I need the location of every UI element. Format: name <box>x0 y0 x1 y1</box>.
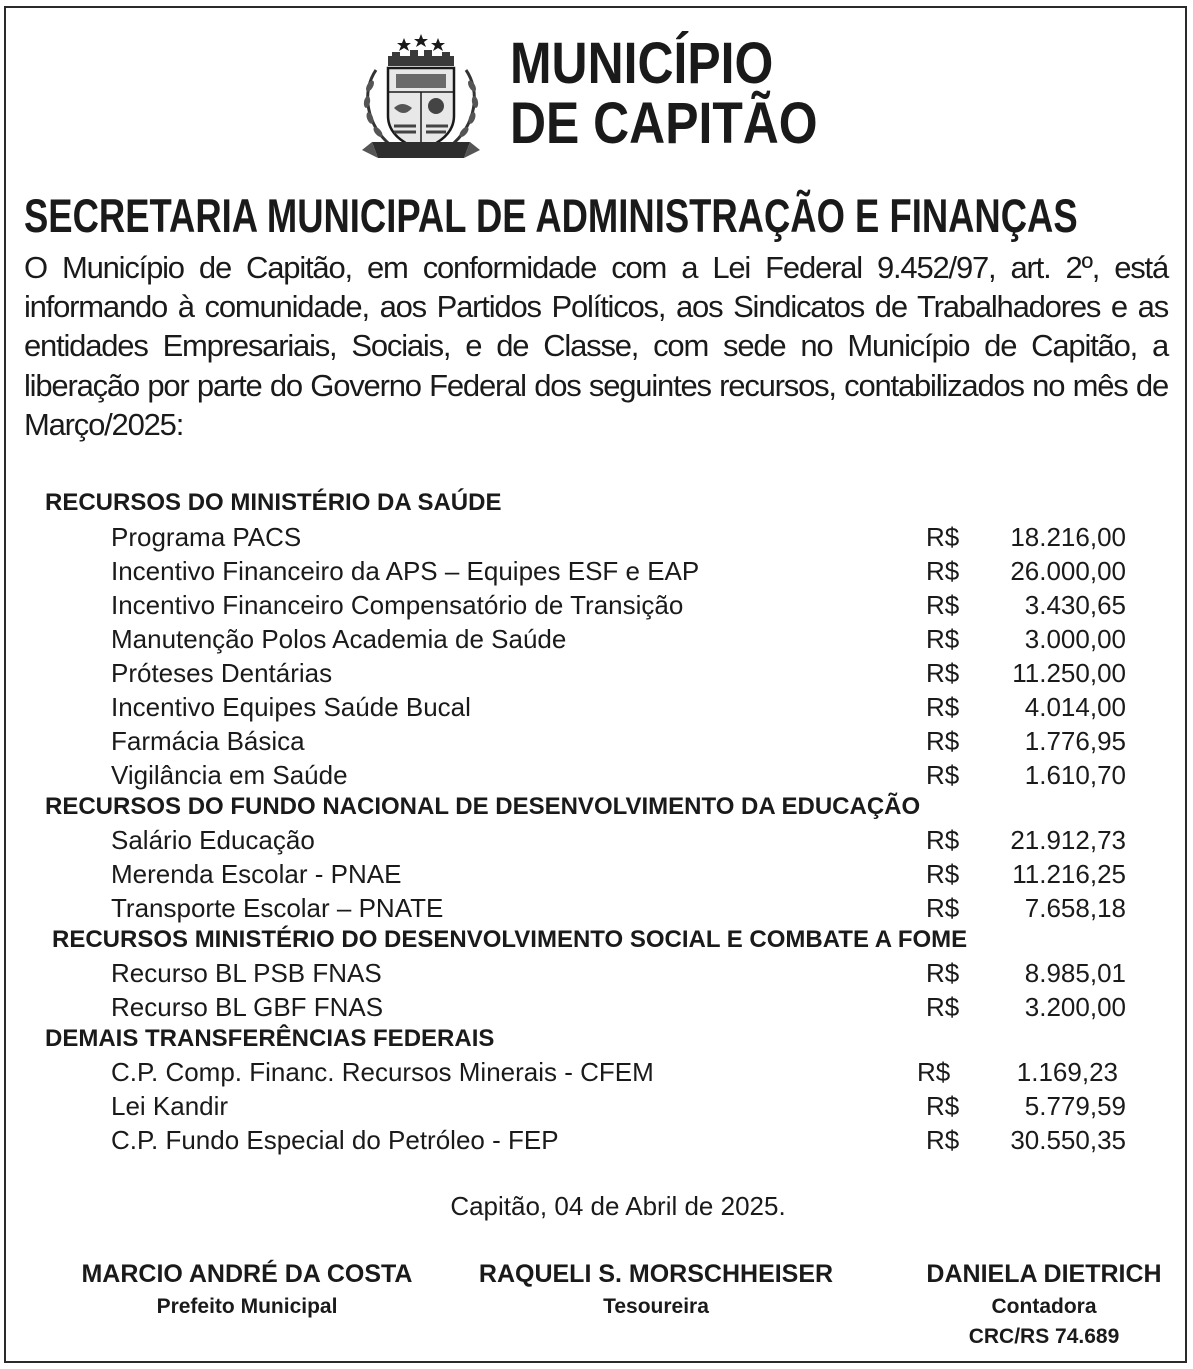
row-currency: R$ <box>926 624 960 654</box>
row-currency: R$ <box>926 859 960 889</box>
table-row <box>0 1091 1193 1125</box>
table-row <box>0 692 1193 726</box>
row-amount: 3.000,00 <box>1024 624 1126 654</box>
row-label: Lei Kandir <box>111 1091 229 1121</box>
row-currency: R$ <box>926 556 960 586</box>
section-title-education: RECURSOS DO FUNDO NACIONAL DE DESENVOLVIMENTO DA EDUCAÇÃO <box>45 793 921 820</box>
row-amount: 11.250,00 <box>1012 658 1126 688</box>
signature-role: Tesoureira <box>603 1295 709 1318</box>
secretariat-title: SECRETARIA MUNICIPAL DE ADMINISTRAÇÃO E FINANÇAS <box>24 189 1078 242</box>
row-label: Salário Educação <box>111 825 315 855</box>
row-amount: 3.200,00 <box>1024 992 1126 1022</box>
signature-name: MARCIO ANDRÉ DA COSTA <box>81 1260 413 1288</box>
signature-role: Contadora <box>991 1295 1097 1318</box>
row-currency: R$ <box>926 825 960 855</box>
row-label: Transporte Escolar – PNATE <box>111 893 444 923</box>
municipal-crest-icon <box>354 30 488 164</box>
row-label: Manutenção Polos Academia de Saúde <box>111 624 567 654</box>
table-row <box>0 726 1193 760</box>
row-label: Próteses Dentárias <box>111 658 333 688</box>
row-label: Farmácia Básica <box>111 726 305 756</box>
section-title-health: RECURSOS DO MINISTÉRIO DA SAÚDE <box>45 489 502 516</box>
row-amount: 4.014,00 <box>1024 692 1126 722</box>
signature-registration: CRC/RS 74.689 <box>968 1325 1120 1348</box>
table-row <box>0 992 1193 1026</box>
row-currency: R$ <box>926 692 960 722</box>
municipality-title <box>510 31 818 156</box>
table-row <box>0 1057 1193 1091</box>
table-row <box>0 522 1193 556</box>
row-amount: 1.610,70 <box>1024 760 1126 790</box>
row-currency: R$ <box>926 726 960 756</box>
row-amount: 7.658,18 <box>1024 893 1126 923</box>
row-amount: 30.550,35 <box>1010 1125 1126 1155</box>
row-currency: R$ <box>926 590 960 620</box>
signature-name: DANIELA DIETRICH <box>926 1260 1162 1288</box>
table-row <box>0 893 1193 927</box>
row-currency: R$ <box>926 522 960 552</box>
section-title-social: RECURSOS MINISTÉRIO DO DESENVOLVIMENTO SOCIAL E COMBATE A FOME <box>52 926 968 953</box>
row-amount: 26.000,00 <box>1010 556 1126 586</box>
row-label: Incentivo Equipes Saúde Bucal <box>111 692 471 722</box>
signature-accountant <box>888 1260 1193 1349</box>
row-currency: R$ <box>926 760 960 790</box>
row-currency: R$ <box>917 1057 951 1087</box>
table-row <box>0 825 1193 859</box>
row-label: Programa PACS <box>111 522 302 552</box>
row-amount: 11.216,25 <box>1012 859 1126 889</box>
header <box>354 30 874 170</box>
row-label: C.P. Comp. Financ. Recursos Minerais - CFEM <box>111 1057 654 1087</box>
intro-paragraph: O Município de Capitão, em conformidade com a Lei Federal 9.452/97, art. 2º, está informando à comunidade, aos Partidos Políticos, aos Sindicatos de Trabalhadores e as entidades Empresariais, Sociais, e de Classe, com sede no Município de Capitão, a liberação por parte do Governo Federal dos seguintes recursos, contabilizados no mês de Março/2025: <box>24 250 1168 442</box>
row-label: Merenda Escolar - PNAE <box>111 859 402 889</box>
section-title-other-transfers: DEMAIS TRANSFERÊNCIAS FEDERAIS <box>45 1025 495 1052</box>
table-row <box>0 590 1193 624</box>
table-row <box>0 958 1193 992</box>
row-label: C.P. Fundo Especial do Petróleo - FEP <box>111 1125 559 1155</box>
row-currency: R$ <box>926 958 960 988</box>
row-currency: R$ <box>926 1125 960 1155</box>
municipality-title-line1: MUNICÍPIO <box>510 31 774 96</box>
table-row <box>0 859 1193 893</box>
table-row <box>0 658 1193 692</box>
signature-role: Prefeito Municipal <box>156 1295 338 1318</box>
row-label: Recurso BL PSB FNAS <box>111 958 382 988</box>
signature-name: RAQUELI S. MORSCHHEISER <box>478 1260 834 1288</box>
date-line: Capitão, 04 de Abril de 2025. <box>450 1191 786 1221</box>
table-row <box>0 624 1193 658</box>
municipality-title-line2: DE CAPITÃO <box>510 91 818 156</box>
row-amount: 18.216,00 <box>1010 522 1126 552</box>
row-amount: 21.912,73 <box>1010 825 1126 855</box>
table-row <box>0 760 1193 794</box>
row-amount: 1.169,23 <box>1016 1057 1118 1087</box>
row-amount: 8.985,01 <box>1024 958 1126 988</box>
row-currency: R$ <box>926 893 960 923</box>
row-amount: 5.779,59 <box>1024 1091 1126 1121</box>
table-row <box>0 1125 1193 1159</box>
row-amount: 1.776,95 <box>1024 726 1126 756</box>
row-label: Vigilância em Saúde <box>111 760 348 790</box>
row-currency: R$ <box>926 658 960 688</box>
row-currency: R$ <box>926 992 960 1022</box>
signature-treasurer <box>456 1260 856 1319</box>
row-label: Incentivo Financeiro Compensatório de Transição <box>111 590 684 620</box>
row-amount: 3.430,65 <box>1024 590 1126 620</box>
row-label: Incentivo Financeiro da APS – Equipes ESF e EAP <box>111 556 700 586</box>
row-label: Recurso BL GBF FNAS <box>111 992 384 1022</box>
signature-mayor <box>47 1260 447 1319</box>
row-currency: R$ <box>926 1091 960 1121</box>
table-row <box>0 556 1193 590</box>
